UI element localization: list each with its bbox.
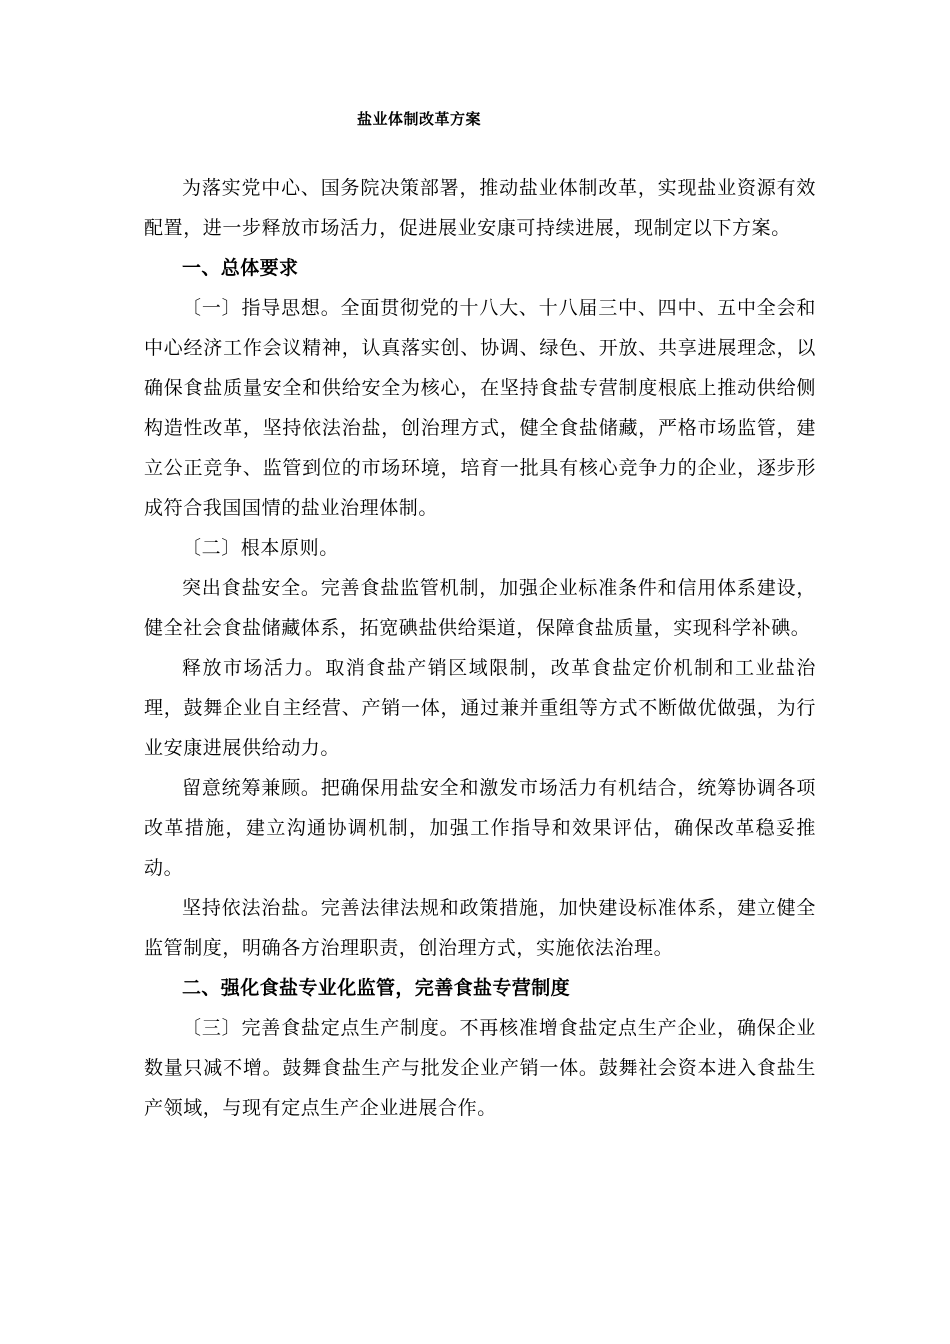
paragraph-market-vitality: 释放市场活力。取消食盐产销区域限制，改革食盐定价机制和工业盐治理，鼓舞企业自主经营、产销一体，通过兼并重组等方式不断做优做强，为行业安康进展供给动力。 (144, 657, 816, 759)
section-heading-general-requirements: 一、总体要求 (182, 257, 299, 279)
section-heading-supervision: 二、强化食盐专业化监管，完善食盐专营制度 (182, 977, 571, 999)
paragraph-salt-safety: 突出食盐安全。完善食盐监管机制，加强企业标准条件和信用体系建设，健全社会食盐储藏体系，拓宽碘盐供给渠道，保障食盐质量，实现科学补碘。 (144, 577, 816, 639)
document-title: 盐业体制改革方案 (356, 110, 481, 128)
intro-paragraph: 为落实党中心、国务院决策部署，推动盐业体制改革，实现盐业资源有效配置，进一步释放市场活力，促进展业安康可持续进展，现制定以下方案。 (144, 177, 816, 239)
paragraph-basic-principles: 〔二〕根本原则。 (182, 537, 339, 559)
paragraph-overall-planning: 留意统筹兼顾。把确保用盐安全和激发市场活力有机结合，统筹协调各项改革措施，建立沟通协调机制，加强工作指导和效果评估，确保改革稳妥推动。 (144, 777, 816, 879)
paragraph-production-system: 〔三〕完善食盐定点生产制度。不再核准增食盐定点生产企业，确保企业数量只减不增。鼓舞食盐生产与批发企业产销一体。鼓舞社会资本进入食盐生产领域，与现有定点生产企业进展合作。 (144, 1017, 816, 1119)
paragraph-guiding-thought: 〔一〕指导思想。全面贯彻党的十八大、十八届三中、四中、五中全会和中心经济工作会议精神，认真落实创、协调、绿色、开放、共享进展理念，以确保食盐质量安全和供给安全为核心，在坚持食盐专营制度根底上推动供给侧构造性改革，坚持依法治盐，创治理方式，健全食盐储藏，严格市场监管，建立公正竞争、监管到位的市场环境，培育一批具有核心竞争力的企业，逐步形成符合我国国情的盐业治理体制。 (144, 297, 816, 519)
document-body (144, 168, 816, 1128)
paragraph-rule-of-law: 坚持依法治盐。完善法律法规和政策措施，加快建设标准体系，建立健全监管制度，明确各方治理职责，创治理方式，实施依法治理。 (144, 897, 816, 959)
